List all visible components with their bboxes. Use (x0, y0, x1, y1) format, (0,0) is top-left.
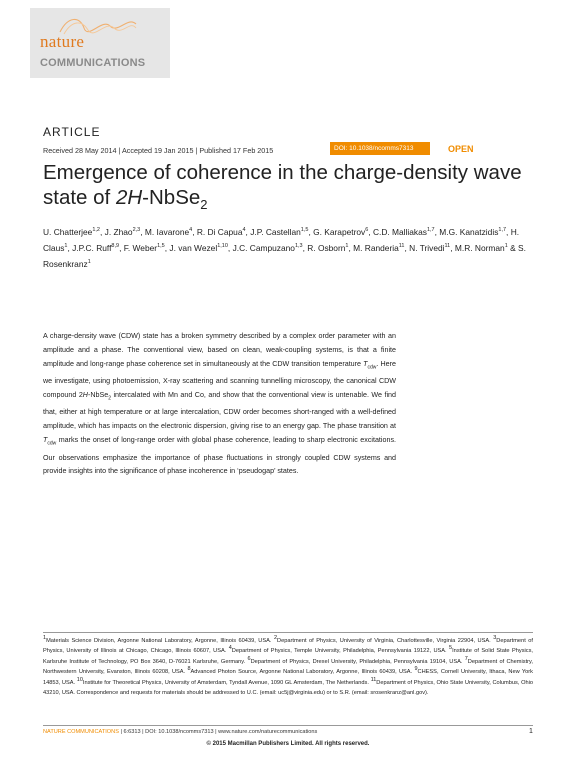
author (197, 227, 246, 237)
author (43, 227, 100, 237)
author-name: M.G. Kanatzidis (439, 227, 499, 237)
title-main: Emergence of coherence in the charge-density wave state of (43, 161, 522, 209)
author (373, 227, 435, 237)
author-name: J. Zhao (104, 227, 133, 237)
author-name: U. Chatterjee (43, 227, 93, 237)
author (313, 227, 368, 237)
footer-divider (43, 725, 533, 726)
title-italic: 2H (115, 186, 143, 209)
doi-badge[interactable]: DOI: 10.1038/ncomms7313 (330, 142, 430, 155)
affiliations-text: $^1$Materials Science Division, Argonne National Laboratory, Argonne, Illinois 60439, USA. $^2$Department of Physics, University of Virginia, Charlottesville, Virginia 22904, USA. $^3$Department of Physics, University of Illinois at Chicago, Chicago, Illinois 60607, USA. $^4$Department of Physics, Temple University, Philadelphia, Pennsylvania 19122, USA. $^5$Institute of Solid State Physics, Karlsruhe Institute of Technology, PO Box 3640, D-76021 Karlsruhe, Germany. $^6$Department of Physics, Drexel University, Philadelphia, Pennsylvania 19104, USA. $^7$Department of Chemistry, Northwestern University, Evanston, Illinois 60208, USA. $^8$Advanced Photon Source, Argonne National Laboratory, Argonne, Illinois 60439, USA. $^9$CHESS, Cornell University, Ithaca, New York 14853, USA. $^{10}$Institute for Theoretical Physics, University of Amsterdam, Tyndall Avenue, 1090 GL Amsterdam, The Netherlands. $^{11}$Department of Physics, Ohio State University, Columbus, Ohio 43210, USA. Correspondence and requests for materials should be addressed to U.C. (email: uc5j@virginia.edu) or to S.R. (email: srosenkranz@anl.gov). (43, 635, 534, 697)
author-affiliation-marker: 2,3 (132, 227, 141, 234)
author-affiliation-marker: 1,7 (498, 227, 507, 234)
author-name: R. Osborn (307, 243, 346, 253)
author-affiliation-marker: 4 (242, 227, 246, 234)
author (409, 243, 450, 253)
author-name: R. Di Capua (196, 227, 243, 237)
publication-dates: Received 28 May 2014 | Accepted 19 Jan 2015 | Published 17 Feb 2015 (43, 146, 274, 155)
author-name: J.C. Campuzano (232, 243, 295, 253)
author-affiliation-marker: 4 (189, 227, 193, 234)
author-affiliation-marker: 1 (345, 243, 349, 250)
author-name: F. Weber (123, 243, 158, 253)
author-name: M.R. Norman (454, 243, 505, 253)
author-affiliation-marker: 1,2 (92, 227, 100, 234)
article-title (43, 160, 543, 217)
author (105, 227, 141, 237)
author (307, 243, 348, 253)
abstract-text: A charge-density wave (CDW) state has a broken symmetry described by a complex order parameter with an amplitude and a phase. The conventional view, based on clean, weak-coupling systems, is that a finite amplitude and long-range phase coherence set in simultaneously at the CDW transition temperature $T_{cdw}$. Here we investigate, using photoemission, X-ray scattering and scanning tunnelling microscopy, the canonical CDW compound 2H-NbSe$_2$ intercalated with Mn and Co, and show that the conventional view is untenable. We find that, either at high temperature or at large intercalation, CDW order becomes short-ranged with a well-defined amplitude, which has impacts on the electronic dispersion, giving rise to an energy gap. The phase transition at $T_{cdw}$ marks the onset of long-range order with global phase coherence, leading to sharp electronic excitations. Our observations emphasize the importance of phase fluctuations in strongly coupled CDW systems and provide insights into the significance of phase incoherence in ‘pseudogap’ states. (43, 332, 396, 476)
author (72, 243, 119, 253)
author-affiliation-marker: 1,5 (300, 227, 309, 234)
author (439, 227, 506, 237)
author-name: J.P. Castellan (250, 227, 301, 237)
footer-citation-text[interactable]: | 6:6313 | DOI: 10.1038/ncomms7313 | www.nature.com/naturecommunications (118, 729, 318, 735)
author (169, 243, 228, 253)
author-affiliation-marker: 11 (398, 243, 405, 250)
page-number: 1 (529, 728, 533, 735)
footer-journal-name: NATURE COMMUNICATIONS (43, 729, 119, 735)
author (233, 243, 303, 253)
author-name: G. Karapetrov (313, 227, 366, 237)
author-affiliation-marker: 11 (444, 243, 451, 250)
footnote-divider (43, 632, 533, 633)
author-name: J. van Wezel (169, 243, 218, 253)
author-name: H. Claus (43, 227, 520, 253)
author-name: M. Randeria (353, 243, 399, 253)
author-name: C.D. Malliakas (372, 227, 427, 237)
author-affiliation-marker: 1,7 (426, 227, 435, 234)
author-affiliation-marker: 1 (87, 259, 91, 266)
open-access-label: OPEN (448, 144, 474, 154)
author-affiliation-marker: 1 (64, 243, 68, 250)
author-name: N. Trivedi (409, 243, 445, 253)
article-type-label: ARTICLE (43, 125, 101, 139)
author-affiliation-marker: 1,3 (294, 243, 303, 250)
author (145, 227, 192, 237)
author-name: S. Rosenkranz (43, 243, 526, 269)
title-subscript: 2 (200, 197, 208, 213)
journal-logo-nature: nature (40, 32, 85, 51)
author (124, 243, 165, 253)
author-name: J.P.C. Ruff (72, 243, 112, 253)
copyright-notice: © 2015 Macmillan Publishers Limited. All rights reserved. (206, 741, 370, 747)
author-affiliation-marker: 1,10 (217, 243, 228, 250)
author-affiliation-marker: 8,9 (111, 243, 120, 250)
author-affiliation-marker: 6 (365, 227, 369, 234)
author (353, 243, 404, 253)
author-affiliation-marker: 1,5 (157, 243, 165, 250)
author-affiliation-marker: 1 (504, 243, 508, 250)
footer-citation (43, 729, 533, 735)
author-name: M. Iavarone (144, 227, 190, 237)
author (455, 243, 508, 253)
journal-logo-communications: COMMUNICATIONS (40, 57, 146, 69)
author-list: U. Chatterjee$^{1,2}$, J. Zhao$^{2,3}$, M. Iavarone$^4$, R. Di Capua$^4$, J.P. Castellan$^{1,5}$, G. Karapetrov$^6$, C.D. Malliakas$^{1,7}$, M.G. Kanatzidis$^{1,7}$, H. Claus$^1$, J.P.C. Ruff$^{8,9}$, F. Weber$^{1,5}$, J. van Wezel$^{1,10}$, J.C. Campuzano$^{1,3}$, R. Osborn$^1$, M. Randeria$^{11}$, N. Trivedi$^{11}$, M.R. Norman$^1$ & S. Rosenkranz$^1$ (43, 227, 526, 269)
author (250, 227, 308, 237)
title-rest: -NbSe (142, 186, 201, 209)
